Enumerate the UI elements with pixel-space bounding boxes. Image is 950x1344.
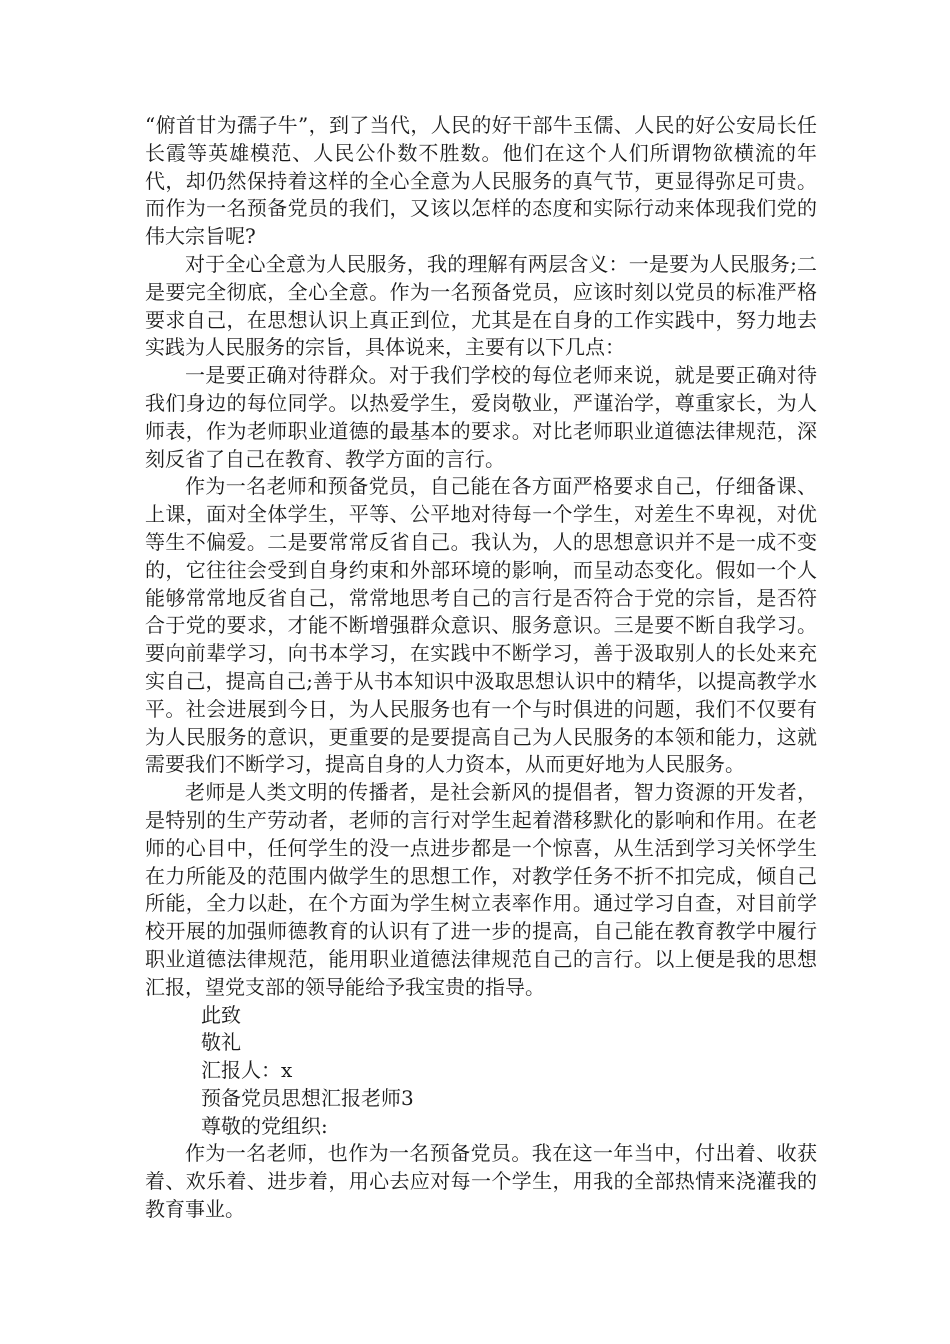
next-paragraph: 作为一名老师，也作为一名预备党员。我在这一年当中，付出着、收获着、欢乐着、进步着，用心去应对每一个学生，用我的全部热情来浇灌我的教育事业。 <box>145 1141 817 1222</box>
paragraph-1: “俯首甘为孺子牛”，到了当代，人民的好干部牛玉儒、人民的好公安局长任长霞等英雄模范、人民公仆数不胜数。他们在这个人们所谓物欲横流的年代，却仍然保持着这样的全心全意为人民服务的真气节，更显得弥足可贵。而作为一名预备党员的我们，又该以怎样的态度和实际行动来体现我们党的伟大宗旨呢? <box>145 113 817 249</box>
reporter-line: 汇报人：x <box>201 1058 293 1083</box>
closing-line: 此致 <box>201 1002 241 1027</box>
paragraph-2: 对于全心全意为人民服务，我的理解有两层含义：一是要为人民服务;二是要完全彻底，全心全意。作为一名预备党员，应该时刻以党员的标准严格要求自己，在思想认识上真正到位，尤其是在自身的工作实践中，努力地去实践为人民服务的宗旨，具体说来，主要有以下几点： <box>145 251 817 360</box>
paragraph-4: 作为一名老师和预备党员，自己能在各方面严格要求自己，仔细备课、上课，面对全体学生，平等、公平地对待每一个学生，对差生不卑视，对优等生不偏爱。二是要常常反省自己。我认为，人的思想意识并不是一成不变的，它往往会受到自身约束和外部环境的影响，而呈动态变化。假如一个人能够常常地反省自己，常常地思考自己的言行是否符合于党的宗旨，是否符合于党的要求，才能不断增强群众意识、服务意识。三是要不断自我学习。要向前辈学习，向书本学习，在实践中不断学习，善于汲取别人的长处来充实自己，提高自己;善于从书本知识中汲取思想认识中的精华，以提高教学水平。社会进展到今日，为人民服务也有一个与时俱进的问题，我们不仅要有为人民服务的意识，更重要的是要提高自己为人民服务的本领和能力，这就需要我们不断学习，提高自身的人力资本，从而更好地为人民服务。 <box>145 474 817 777</box>
document-page <box>145 112 817 1224</box>
next-section-title: 预备党员思想汇报老师3 <box>201 1085 414 1110</box>
paragraph-3: 一是要正确对待群众。对于我们学校的每位老师来说，就是要正确对待我们身边的每位同学。以热爱学生，爱岗敬业，严谨治学，尊重家长，为人师表，作为老师职业道德的最基本的要求。对比老师职业道德法律规范，深刻反省了自己在教育、教学方面的言行。 <box>145 363 817 471</box>
salute-line: 敬礼 <box>201 1030 241 1055</box>
next-greeting: 尊敬的党组织: <box>201 1113 328 1138</box>
paragraph-5: 老师是人类文明的传播者，是社会新风的提倡者，智力资源的开发者，是特别的生产劳动者，老师的言行对学生起着潜移默化的影响和作用。在老师的心目中，任何学生的没一点进步都是一个惊喜，从生活到学习关怀学生在力所能及的范围内做学生的思想工作，对教学任务不折不扣完成，倾自己所能，全力以赴，在个方面为学生树立表率作用。通过学习自查，对目前学校开展的加强师德教育的认识有了进一步的提高，自己能在教育教学中履行职业道德法律规范，能用职业道德法律规范自己的言行。以上便是我的思想汇报，望党支部的领导能给予我宝贵的指导。 <box>145 780 817 999</box>
